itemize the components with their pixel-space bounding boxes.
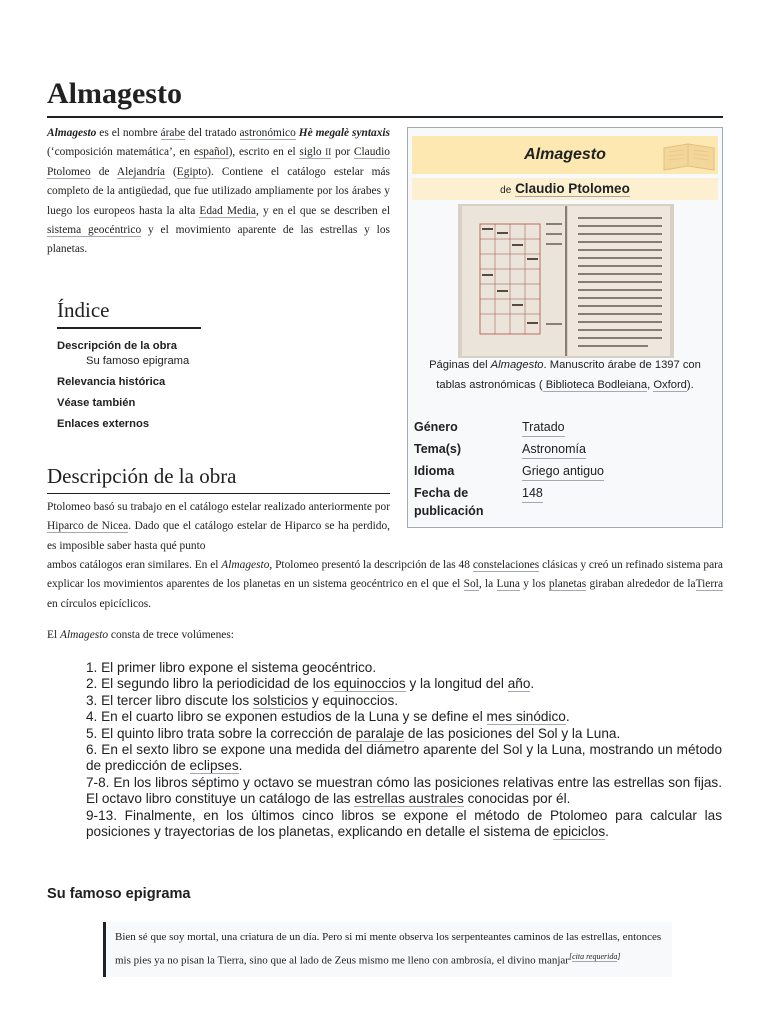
infobox bbox=[407, 127, 723, 528]
text: . bbox=[238, 758, 243, 774]
text: El bbox=[47, 629, 60, 641]
link-eclipses[interactable]: eclipses bbox=[189, 758, 239, 774]
text: . bbox=[530, 676, 535, 692]
italic-almagesto: Almagesto bbox=[221, 559, 270, 571]
text: y la longitud del bbox=[405, 676, 508, 692]
text: 4. En el cuarto libro se exponen estudios de la Luna y se define el bbox=[86, 709, 487, 725]
table-of-contents bbox=[57, 296, 257, 438]
text: 2. El segundo libro la periodicidad de los bbox=[86, 676, 334, 692]
text: y el movimiento aparente de las estrellas y los planetas. bbox=[47, 224, 390, 256]
text: 3. El tercer libro discute los bbox=[86, 692, 253, 708]
page-title: Almagesto bbox=[47, 76, 723, 118]
link-ano[interactable]: año bbox=[507, 676, 531, 692]
toc-item-relevancia[interactable]: Relevancia histórica bbox=[57, 376, 166, 388]
infobox-subtitle bbox=[412, 178, 718, 200]
text: . bbox=[605, 824, 609, 840]
text: 6. En el sexto libro se expone una medida del diámetro aparente del Sol y la Luna, mostrando un método de predicción de bbox=[86, 742, 722, 774]
toc-item-descripcion[interactable]: Descripción de la obra bbox=[57, 340, 177, 352]
infobox-title bbox=[412, 136, 718, 174]
text: , Ptolomeo presentó la descripción de las 48 bbox=[269, 559, 473, 571]
link-tierra[interactable]: Tierra bbox=[695, 578, 723, 591]
row-label: Idioma bbox=[414, 464, 455, 478]
manuscript-image[interactable] bbox=[458, 204, 674, 358]
row-value-link[interactable]: Griego antiguo bbox=[522, 462, 604, 481]
row-label: Tema(s) bbox=[414, 442, 462, 456]
link-astronomico[interactable]: astronómico bbox=[239, 127, 296, 139]
row-label: Género bbox=[414, 420, 458, 434]
list-item bbox=[86, 775, 722, 808]
link-sol[interactable]: Sol bbox=[463, 578, 479, 591]
list-item bbox=[86, 709, 722, 725]
bold-title: Almagesto bbox=[47, 127, 97, 139]
link-edad-media[interactable]: Edad Media bbox=[199, 204, 256, 217]
text: ( bbox=[164, 165, 177, 178]
text: ambos catálogos eran similares. En el bbox=[47, 559, 222, 571]
list-item bbox=[86, 676, 722, 692]
text: (‘composición matemática’, en bbox=[47, 146, 194, 159]
text: ). Contiene el catálogo estelar más completo de la antigüedad, que fue utilizado ampliamente por los árabes y luego los europeos hasta la alta bbox=[47, 165, 390, 217]
link-oxford[interactable]: Oxford bbox=[653, 378, 687, 391]
list-item bbox=[86, 693, 722, 709]
section-heading-epigrama: Su famoso epigrama bbox=[47, 886, 191, 902]
link-luna[interactable]: Luna bbox=[496, 578, 520, 591]
text: giraban alrededor de la bbox=[586, 578, 696, 591]
siglo-text: siglo bbox=[299, 146, 322, 159]
text: y los bbox=[519, 578, 549, 591]
caption-text: , bbox=[647, 378, 654, 391]
toc-title: Índice bbox=[57, 296, 201, 329]
link-paralaje[interactable]: paralaje bbox=[355, 725, 405, 741]
infobox-by: de bbox=[500, 185, 512, 196]
text: conocidas por él. bbox=[463, 791, 571, 807]
text: y equinoccios. bbox=[308, 692, 399, 708]
list-item bbox=[86, 726, 722, 742]
row-value-link[interactable]: Tratado bbox=[522, 418, 565, 437]
intro-paragraph bbox=[47, 124, 390, 260]
text: . Dado que el catálogo estelar de Hiparco se ha perdido, es imposible saber hasta qué punto bbox=[47, 520, 390, 552]
list-item bbox=[86, 808, 722, 841]
list-item bbox=[86, 742, 722, 775]
link-ptolomeo[interactable]: Claudio Ptolomeo bbox=[47, 146, 390, 178]
link-epiciclos[interactable]: epiciclos bbox=[553, 824, 606, 840]
link-hiparco[interactable]: Hiparco de Nicea bbox=[47, 520, 129, 533]
link-espanol[interactable]: español bbox=[193, 146, 229, 159]
text: consta de trece volúmenes: bbox=[108, 629, 234, 641]
link-egipto[interactable]: Egipto bbox=[176, 165, 208, 178]
link-constelaciones[interactable]: constelaciones bbox=[472, 559, 540, 571]
text: de las posiciones del Sol y la Luna. bbox=[404, 725, 621, 741]
infobox-author-link[interactable]: Claudio Ptolomeo bbox=[515, 181, 630, 196]
link-siglo[interactable] bbox=[299, 146, 331, 159]
toc-list bbox=[57, 339, 257, 431]
italic-almagesto: Almagesto bbox=[59, 629, 109, 641]
text: en círculos epicíclicos. bbox=[47, 597, 152, 610]
link-sistema-geocentrico[interactable]: sistema geocéntrico bbox=[47, 224, 142, 237]
caption-text: ). bbox=[686, 378, 694, 391]
row-label: Fecha de publicación bbox=[414, 486, 484, 518]
citation-link[interactable]: cita requerida bbox=[572, 952, 618, 962]
text: clásicas y creó un refinado sistema para explicar los movimientos aparentes de los planetas en un sistema geocéntrico en el que el bbox=[47, 559, 723, 591]
caption-text: Páginas del bbox=[429, 359, 491, 371]
caption-text: . Manuscrito árabe de 1397 con tablas astronómicas ( bbox=[436, 359, 701, 391]
link-equinoccios[interactable]: equinoccios bbox=[333, 676, 406, 692]
greek-title: Hè megalè syntaxis bbox=[298, 127, 390, 139]
text: 5. El quinto libro trata sobre la corrección de bbox=[86, 725, 356, 741]
link-mes-sinodico[interactable]: mes sinódico bbox=[486, 709, 566, 725]
century-numeral: II bbox=[325, 147, 332, 158]
text: 9-13. Finalmente, en los últimos cinco libros se expone el método de Ptolomeo para calcular las posiciones y trayectorias de los planetas, explicando en detalle el sistema de bbox=[86, 807, 722, 840]
cite-bracket: [ bbox=[568, 952, 573, 962]
text: , y en el que se describen el bbox=[256, 204, 391, 217]
toc-item-vease[interactable]: Véase también bbox=[57, 397, 136, 409]
link-planetas[interactable]: planetas bbox=[548, 578, 587, 591]
list-item: 1. El primer libro expone el sistema geocéntrico. bbox=[86, 660, 377, 675]
section-heading-descripcion: Descripción de la obra bbox=[47, 462, 390, 494]
text: de bbox=[90, 165, 117, 178]
text: , la bbox=[478, 578, 497, 591]
volumes-intro bbox=[47, 626, 723, 645]
citation-needed[interactable] bbox=[569, 952, 621, 962]
book-icon bbox=[660, 140, 718, 174]
volumes-list bbox=[86, 660, 722, 840]
row-value-link[interactable]: Astronomía bbox=[522, 440, 586, 459]
description-paragraph-wide bbox=[47, 556, 723, 614]
text: Ptolomeo basó su trabajo en el catálogo estelar realizado anteriormente por bbox=[47, 501, 390, 513]
text: ), escrito en el bbox=[228, 146, 300, 159]
text: 7-8. En los libros séptimo y octavo se muestran cómo las posiciones relativas entre las estrellas son fijas. El octavo libro constituye un catálogo de las bbox=[86, 774, 722, 807]
epigram-quote bbox=[103, 922, 672, 977]
text: del tratado bbox=[185, 127, 240, 139]
quote-text: Bien sé que soy mortal, una criatura de un día. Pero si mi mente observa los serpenteantes caminos de las estrellas, entonces mis pies ya no pisan la Tierra, sino que al lado de Zeus mismo me lleno con ambrosía, el divino manjar bbox=[115, 931, 662, 968]
text: es el nombre bbox=[96, 127, 161, 139]
text: . bbox=[565, 709, 570, 725]
toc-item-epigrama[interactable]: Su famoso epigrama bbox=[86, 355, 190, 367]
link-alejandria[interactable]: Alejandría bbox=[116, 165, 165, 178]
toc-item-enlaces[interactable]: Enlaces externos bbox=[57, 418, 150, 430]
link-arabe[interactable]: árabe bbox=[160, 127, 186, 139]
link-bodleiana[interactable]: Biblioteca Bodleiana bbox=[542, 378, 648, 391]
description-paragraph-narrow bbox=[47, 498, 390, 556]
caption-italic: Almagesto bbox=[490, 359, 544, 371]
link-estrellas-australes[interactable]: estrellas australes bbox=[354, 791, 464, 807]
infobox-caption bbox=[418, 356, 712, 395]
infobox-title-text: Almagesto bbox=[524, 146, 606, 163]
cite-bracket: ] bbox=[617, 952, 621, 962]
link-solsticios[interactable]: solsticios bbox=[252, 692, 309, 708]
row-value-link[interactable]: 148 bbox=[522, 484, 543, 503]
text: por bbox=[331, 146, 354, 159]
